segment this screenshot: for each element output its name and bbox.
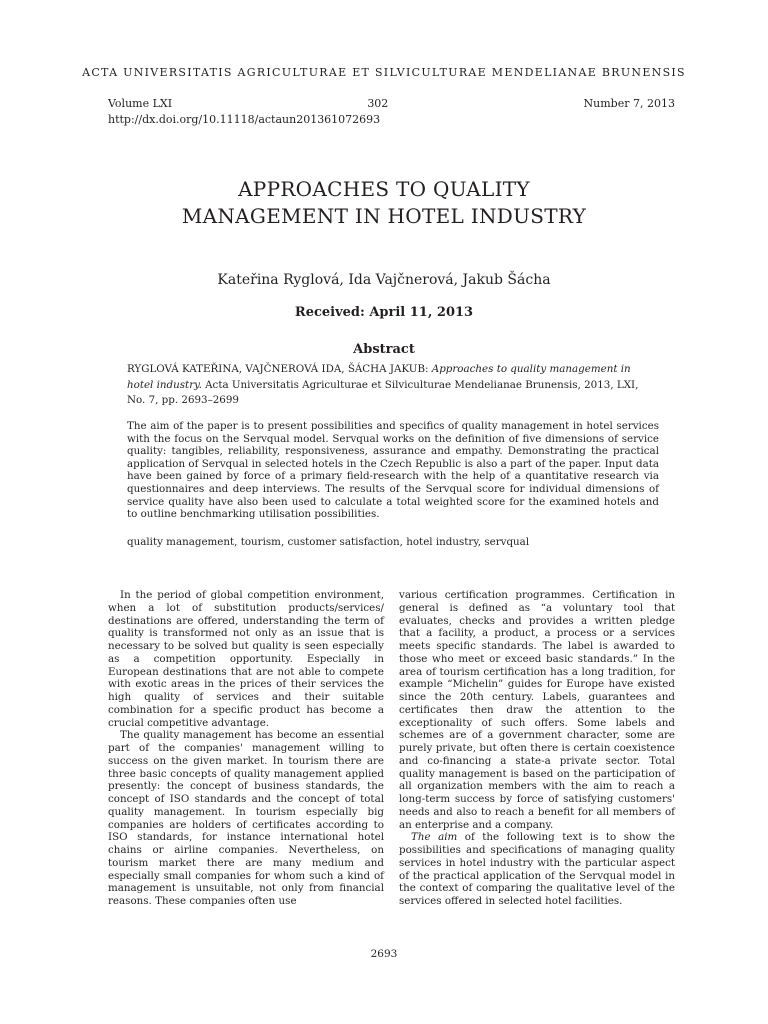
article-title [0, 176, 768, 230]
journal-name: ACTA UNIVERSITATIS AGRICULTURAE ET SILVICULTURAE MENDELIANAE BRUNENSIS [82, 66, 686, 79]
abstract-heading: Abstract [353, 342, 415, 357]
page-number: 2693 [370, 948, 398, 960]
body-paragraph: The quality management has become an essential part of the companies' management willing to success on the given market. In tourism there are three basic concepts of quality management applied presently: the concept of business standards, the concept of ISO standards and the concept of total quality management. In tourism especially big companies are holders of certificates according to ISO standards, for instance international hotel chains or airline companies. Nevertheless, on tourism market there are many medium and especially small companies for whom such a kind of management is unsuitable, not only from financial reasons. These companies often use [108, 729, 384, 907]
aim-text: of the following text is to show the possibilities and specifications of managing quality services in hotel industry with the particular aspect of the practical application of the Servqual model in the context of comparing the qualitative level of the services offered in selected hotel facilities. [399, 831, 676, 907]
doi-link[interactable]: http://dx.doi.org/10.11118/actaun201361072693 [108, 113, 381, 126]
abstract-text: The aim of the paper is to present possibilities and specifics of quality management in hotel services with the focus on the Servqual model. Servqual works on the definition of five dimensions of service quality: tangibles, reliability, responsiveness, assurance and empathy. Demonstrating the practical application of Servqual in selected hotels in the Czech Republic is also a part of the paper. Input data have been gained by force of a primary field-research with the help of a quantitative research via questionnaires and deep interviews. The results of the Servqual score for individual dimensions of service quality have also been used to calculate a total weighted score for the examined hotels and to outline benchmarking utilisation possibilities. [127, 420, 659, 521]
body-right-column [399, 589, 675, 908]
citation-source: Acta Universitatis Agriculturae et Silviculturae Mendelianae Brunensis, 2013, LXI, No. 7, pp. 2693–2699 [127, 378, 639, 406]
authors: Kateřina Ryglová, Ida Vajčnerová, Jakub Šácha [217, 272, 551, 288]
keywords: quality management, tourism, customer satisfaction, hotel industry, servqual [127, 536, 530, 548]
body-paragraph [399, 831, 675, 908]
citation-title: Approaches to quality management in hotel industry. [127, 363, 631, 391]
title-line-1: APPROACHES TO QUALITY [238, 177, 530, 201]
citation-authors: RYGLOVÁ KATEŘINA, VAJČNEROVÁ IDA, ŠÁCHA JAKUB: [127, 363, 432, 375]
body-paragraph: various certification programmes. Certification in general is defined as “a voluntary tool that evaluates, checks and provides a written pledge that a facility, a product, a process or a services meets specific standards. The label is awarded to those who meet or exceed basic standards.” In the area of tourism certification has a long tradition, for example “Michelin” guides for Europe have existed since the 20th century. Labels, guarantees and certificates then draw the attention to the exceptionality of such offers. Some labels and schemes are of a government character, some are purely private, but often there is certain coexistence and co-financing a state-a private sector. Total quality management is based on the participation of all organization members with the aim to reach a long-term success by force of satisfying customers' needs and also to reach a benefit for all members of an enterprise and a company. [399, 589, 675, 831]
volume-page: 302 [367, 97, 389, 110]
title-line-2: MANAGEMENT IN HOTEL INDUSTRY [181, 204, 587, 228]
volume: Volume LXI [108, 97, 173, 110]
issue-meta-row [108, 97, 675, 110]
received-date: Received: April 11, 2013 [294, 305, 474, 320]
body-paragraph: In the period of global competition environment, when a lot of substitution products/services/ destinations are offered, understanding the term of quality is transformed not only as an issue that is necessary to be solved but quality is seen especially as a competition opportunity. Especially in European destinations that are not able to compete with exotic areas in the prices of their services the high quality of services and their suitable combination for a specific product has become a crucial competitive advantage. [108, 589, 384, 729]
citation [127, 362, 659, 409]
issue-number: Number 7, 2013 [583, 97, 675, 110]
body-left-column [108, 589, 384, 908]
aim-lead: The aim [411, 831, 458, 844]
